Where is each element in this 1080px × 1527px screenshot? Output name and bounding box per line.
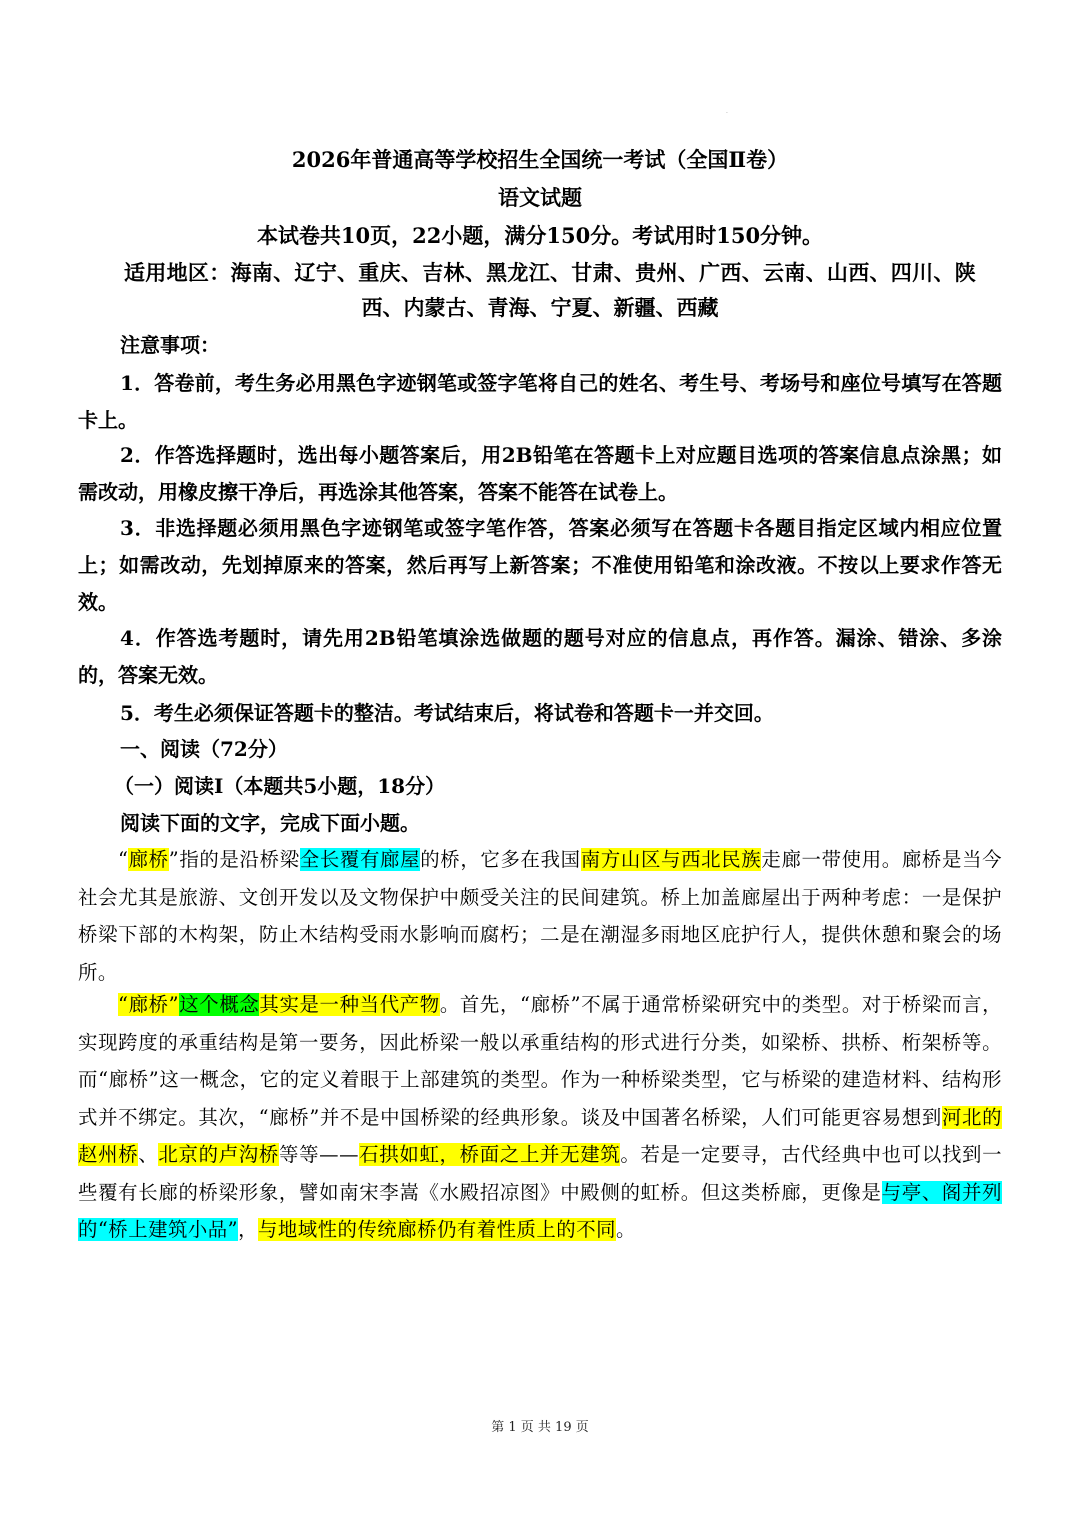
passage-paragraph-1 bbox=[78, 841, 1002, 991]
p2-highlight-yellow-5: 石拱如虹，桥面之上并无建筑 bbox=[358, 1143, 621, 1166]
notice-heading: 注意事项： bbox=[120, 333, 220, 357]
p1-text-2: ”指的是沿桥梁 bbox=[168, 848, 300, 871]
p1-text-3: 的桥，它多在我国 bbox=[420, 848, 581, 871]
p2-text-5: ， bbox=[238, 1218, 258, 1241]
p1-highlight-yellow-2: 南方山区与西北民族 bbox=[580, 848, 762, 871]
section-instruction: 阅读下面的文字，完成下面小题。 bbox=[120, 811, 420, 835]
exam-summary: 本试卷共10页，22小题，满分150分。考试用时150分钟。 bbox=[256, 223, 824, 248]
regions-line-1: 适用地区：海南、辽宁、重庆、吉林、黑龙江、甘肃、贵州、广西、云南、山西、四川、陕 bbox=[124, 260, 976, 285]
scan-mark: · bbox=[726, 110, 728, 117]
section-part-heading: 一、阅读（72分） bbox=[120, 737, 288, 761]
subject-title: 语文试题 bbox=[498, 185, 582, 210]
p2-text-4: 。若是一定要寻，古代经典中也可以找到一些覆有长廊的桥梁形象，譬如南宋李嵩《水殿招凉图》中殿侧的虹桥。但这类桥廊，更像是 bbox=[78, 1143, 1003, 1204]
p2-highlight-cyan-1: 与亭、阁并列的“桥上建筑小品” bbox=[78, 1180, 1003, 1241]
p2-highlight-green-1: 这个概念 bbox=[179, 993, 260, 1016]
p2-text-3: 等等—— bbox=[278, 1143, 359, 1166]
p2-text-6: 。 bbox=[615, 1218, 636, 1241]
p1-text-1: “ bbox=[118, 848, 129, 871]
p2-highlight-yellow-2: 其实是一种当代产物 bbox=[259, 993, 440, 1016]
p2-highlight-yellow-4: 北京的卢沟桥 bbox=[158, 1143, 279, 1166]
section-sub-heading: （一）阅读I（本题共5小题，18分） bbox=[114, 774, 446, 798]
regions-line-2: 西、内蒙古、青海、宁夏、新疆、西藏 bbox=[361, 295, 719, 320]
notice-item-4: 4．作答选考题时，请先用2B铅笔填涂选做题的题号对应的信息点，再作答。漏涂、错涂、多涂的，答案无效。 bbox=[78, 626, 1002, 687]
p2-highlight-yellow-1: “廊桥” bbox=[118, 993, 180, 1016]
p2-highlight-yellow-3: 河北的赵州桥 bbox=[78, 1105, 1003, 1166]
page-number-footer: 第 1 页 共 19 页 bbox=[491, 1420, 589, 1435]
passage-paragraph-2 bbox=[78, 986, 1002, 1249]
p2-highlight-yellow-6: 与地域性的传统廊桥仍有着性质上的不同 bbox=[257, 1218, 616, 1241]
p1-text-4: 走廊一带使用。廊桥是当今社会尤其是旅游、文创开发以及文物保护中颇受关注的民间建筑。桥上加盖廊屋出于两种考虑：一是保护桥梁下部的木构架，防止木结构受雨水影响而腐朽；二是在潮湿多雨地区庇护行人，提供休憩和聚会的场所。 bbox=[78, 848, 1003, 984]
p1-highlight-cyan-1: 全长覆有廊屋 bbox=[299, 848, 421, 871]
p2-text-1: 。首先，“廊桥”不属于通常桥梁研究中的类型。对于桥梁而言，实现跨度的承重结构是第一要务，因此桥梁一般以承重结构的形式进行分类，如梁桥、拱桥、桁架桥等。而“廊桥”这一概念，它的定义着眼于上部建筑的类型。作为一种桥梁类型，它与桥梁的建造材料、结构形式并不绑定。其次，“廊桥”并不是中国桥梁的经典形象。谈及中国著名桥梁，人们可能更容易想到 bbox=[78, 993, 1003, 1129]
notice-item-2: 2．作答选择题时，选出每小题答案后，用2B铅笔在答题卡上对应题目选项的答案信息点涂黑；如需改动，用橡皮擦干净后，再选涂其他答案，答案不能答在试卷上。 bbox=[78, 443, 1002, 504]
notice-item-3: 3．非选择题必须用黑色字迹钢笔或签字笔作答，答案必须写在答题卡各题目指定区域内相应位置上；如需改动，先划掉原来的答案，然后再写上新答案；不准使用铅笔和涂改液。不按以上要求作答无效。 bbox=[78, 516, 1002, 614]
notice-item-1: 1．答卷前，考生务必用黑色字迹钢笔或签字笔将自己的姓名、考生号、考场号和座位号填写在答题卡上。 bbox=[78, 371, 1002, 432]
notice-item-5: 5．考生必须保证答题卡的整洁。考试结束后，将试卷和答题卡一并交回。 bbox=[120, 701, 774, 725]
exam-title: 2026年普通高等学校招生全国统一考试（全国Ⅱ卷） bbox=[291, 147, 789, 172]
p2-text-2: 、 bbox=[138, 1143, 159, 1166]
p1-highlight-yellow-1: 廊桥 bbox=[128, 848, 169, 871]
